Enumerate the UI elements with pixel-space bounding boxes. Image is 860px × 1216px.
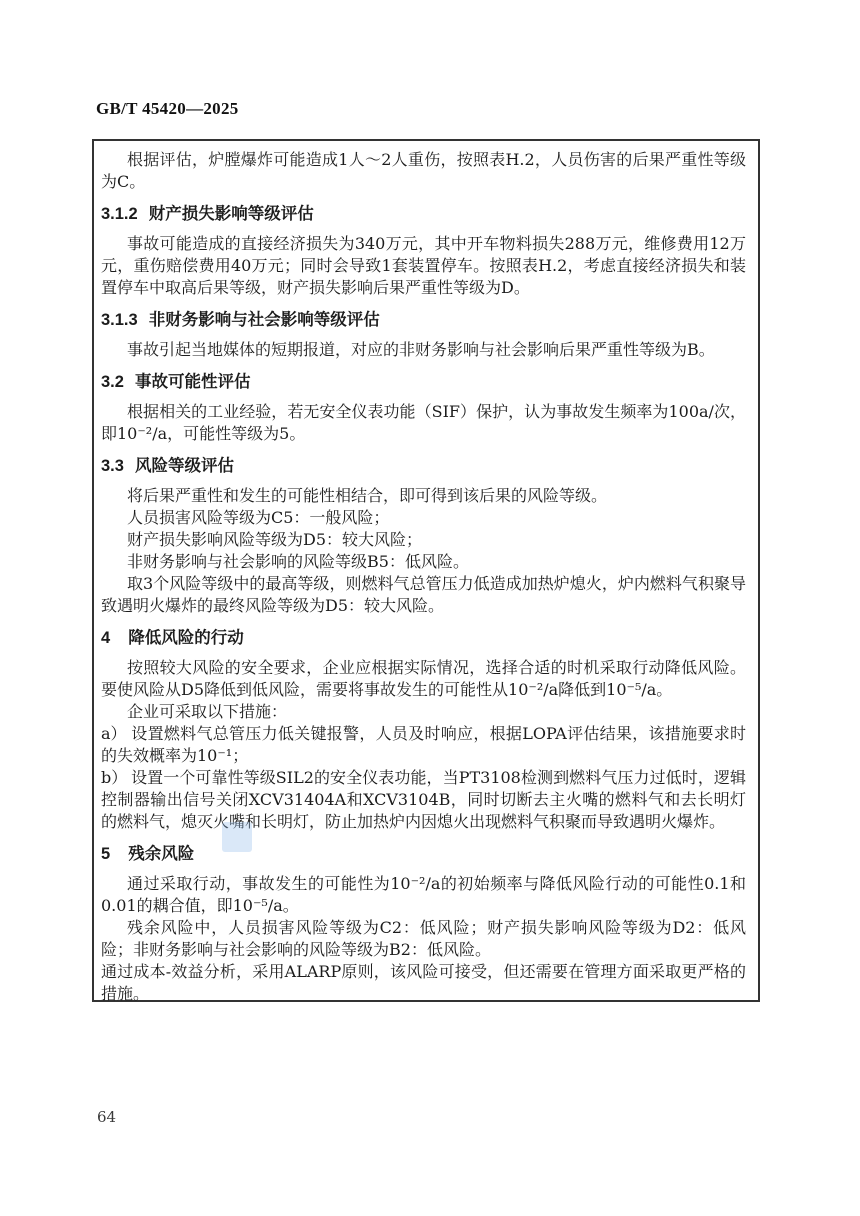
section-title: 风险等级评估 (134, 457, 234, 475)
section-heading-3-1-3 (101, 309, 746, 331)
section-title: 非财务影响与社会影响等级评估 (148, 311, 380, 329)
section-heading-3-1-2 (101, 203, 746, 225)
risk-grade-line: 人员损害风险等级为C5：一般风险； (127, 508, 390, 527)
item-label: a） (101, 724, 127, 743)
paragraph-5-coupling: 通过采取行动，事故发生的可能性为10⁻²/a的初始频率与降低风险行动的可能性0.1和0.01的耦合值，即10⁻⁵/a。 (101, 874, 746, 915)
paragraph-4-measures-lead: 企业可采取以下措施： (127, 702, 288, 721)
item-label: b） (101, 768, 128, 787)
page-number: 64 (97, 1108, 117, 1126)
section-title: 残余风险 (128, 845, 195, 863)
section-number: 3.1.2 (101, 205, 138, 223)
section-number: 5 (101, 845, 111, 863)
intro-paragraph: 根据评估，炉膛爆炸可能造成1人～2人重伤，按照表H.2，人员伤害的后果严重性等级为C。 (101, 150, 746, 191)
measure-item-a (101, 723, 746, 767)
section-title: 降低风险的行动 (128, 629, 244, 647)
paragraph-3-1-2: 事故可能造成的直接经济损失为340万元，其中开车物料损失288万元，维修费用12万元，重伤赔偿费用40万元；同时会导致1套装置停车。按照表H.2，考虑直接经济损失和装置停车中取高后果等级，财产损失影响后果严重性等级为D。 (101, 234, 746, 297)
risk-grade-line: 财产损失影响风险等级为D5：较大风险； (127, 530, 423, 549)
section-heading-3-3 (101, 455, 746, 477)
section-number: 3.2 (101, 373, 124, 391)
section-number: 4 (101, 629, 111, 647)
section-number: 3.3 (101, 457, 124, 475)
section-heading-4 (101, 627, 746, 649)
measure-item-b (101, 767, 746, 833)
risk-grade-line: 非财务影响与社会影响的风险等级B5：低风险。 (127, 552, 469, 571)
section-title: 事故可能性评估 (134, 373, 251, 391)
doc-number: GB/T 45420—2025 (96, 99, 239, 118)
item-text: 设置燃料气总管压力低关键报警，人员及时响应，根据LOPA评估结果，该措施要求时的失效概率为10⁻¹； (101, 724, 746, 765)
section-heading-5 (101, 843, 746, 865)
example-box (92, 139, 760, 1002)
paragraph-4-intro: 按照较大风险的安全要求，企业应根据实际情况，选择合适的时机采取行动降低风险。要使风险从D5降低到低风险，需要将事故发生的可能性从10⁻²/a降低到10⁻⁵/a。 (101, 658, 746, 699)
section-title: 财产损失影响等级评估 (148, 205, 314, 223)
paragraph-5-residual: 残余风险中，人员损害风险等级为C2：低风险；财产损失影响风险等级为D2：低风险；非财务影响与社会影响的风险等级为B2：低风险。 (101, 918, 746, 959)
paragraph-3-1-3: 事故引起当地媒体的短期报道，对应的非财务影响与社会影响后果严重性等级为B。 (127, 340, 715, 359)
item-text: 设置一个可靠性等级SIL2的安全仪表功能，当PT3108检测到燃料气压力过低时，逻辑控制器输出信号关闭XCV31404A和XCV3104B，同时切断去主火嘴的燃料气和去长明灯的燃料气，熄灭火嘴和长明灯，防止加热炉内因熄火出现燃料气积聚而导致遇明火爆炸。 (101, 768, 746, 831)
paragraph-3-3-intro: 将后果严重性和发生的可能性相结合，即可得到该后果的风险等级。 (127, 486, 608, 505)
paragraph-3-2: 根据相关的工业经验，若无安全仪表功能（SIF）保护，认为事故发生频率为100a/次，即10⁻²/a，可能性等级为5。 (101, 402, 746, 443)
paragraph-3-3-conclusion: 取3个风险等级中的最高等级，则燃料气总管压力低造成加热炉熄火，炉内燃料气积聚导致遇明火爆炸的最终风险等级为D5：较大风险。 (101, 574, 746, 615)
section-heading-3-2 (101, 371, 746, 393)
section-number: 3.1.3 (101, 311, 138, 329)
paragraph-5-alarp: 通过成本-效益分析，采用ALARP原则，该风险可接受，但还需要在管理方面采取更严格的措施。 (101, 962, 746, 1003)
